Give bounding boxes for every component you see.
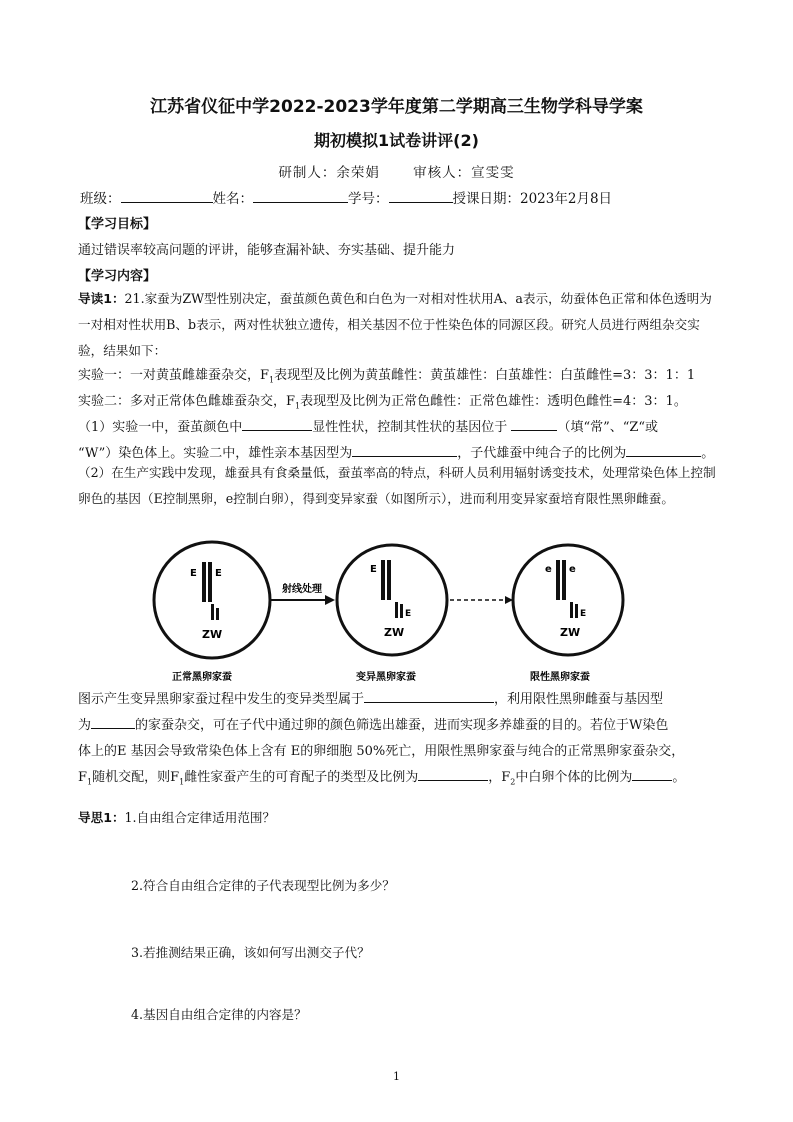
exp1-text-a: 实验一：一对黄茧雌雄蚕杂交，F: [78, 368, 270, 383]
q2-subscript-3: 2: [510, 777, 516, 787]
guide-question-3: 3.若推测结果正确，该如何写出测交子代？: [131, 945, 370, 960]
cell3-gene-right: e: [569, 564, 576, 575]
id-label: 学号：: [348, 191, 389, 207]
name-field[interactable]: [253, 189, 348, 203]
question-2-intro: （2）在生产实践中发现，雄蚕具有食桑量低，蚕茧率高的特点，科研人员利用辐射诱变技术，处理常染色体上控制卵色的基因（E控制黑卵，e控制白卵），得到变异家蚕（如图所示），进而利用变异家蚕培育限性黑卵雌蚕。: [78, 465, 716, 506]
question-2-line4: [78, 766, 685, 787]
q1-text-e: ，子代雄蚕中纯合子的比例为: [457, 446, 627, 461]
cell3-zw: ZW: [560, 626, 581, 639]
q1-blank-1[interactable]: [242, 417, 312, 431]
goal-heading: 【学习目标】: [78, 217, 157, 232]
q2-text-b1: 图示产生变异黑卵家蚕过程中发生的变异类型属于: [78, 692, 365, 707]
arrow-label: 射线处理: [282, 584, 322, 595]
guide-question-4: 4.基因自由组合定律的内容是？: [131, 1007, 307, 1022]
question-2-line2: [78, 714, 668, 733]
page-title: 江苏省仪征中学2022-2023学年度第二学期高三生物学科导学案: [150, 97, 643, 117]
experiment-1: [78, 364, 695, 385]
q1-blank-3[interactable]: [352, 443, 457, 457]
lead-label: 导读1：: [78, 291, 125, 306]
goal-text: 通过错误率较高问题的评讲，能够查漏补缺、夯实基础、提升能力: [78, 243, 456, 258]
q2-blank-2[interactable]: [91, 715, 135, 729]
q1-blank-2[interactable]: [511, 417, 557, 431]
page-subtitle: 期初模拟1试卷讲评(2): [314, 131, 479, 150]
cell1-gene-right: E: [215, 568, 222, 579]
guide-question-1: [78, 807, 275, 826]
q1-text-b: 显性性状，控制其性状的基因位于: [312, 420, 508, 435]
reviewer: 审核人：宣雯雯: [413, 165, 515, 181]
experiment-2: [78, 390, 687, 411]
question-1-line1: [78, 416, 658, 435]
question-2-line3: 体上的E 基因会导致常染色体上含有 E的卵细胞 50%死亡，用限性黑卵家蚕与纯合的正常黑卵家蚕杂交，: [78, 744, 685, 759]
q2-blank-4[interactable]: [632, 767, 672, 781]
q2-subscript-1: 1: [87, 777, 93, 787]
q1-text-d: “W”）染色体上。实验二中，雄性亲本基因型为: [78, 446, 353, 461]
page-number: 1: [393, 1070, 400, 1083]
diagram-svg: [150, 540, 630, 685]
cell3-label: 限性黑卵家蚕: [530, 672, 590, 683]
q1-text-c: （填“常”、“Z“或: [557, 420, 659, 435]
q1-text-f: 。: [701, 446, 715, 461]
guide-question-2: 2.符合自由组合定律的子代表现型比例为多少？: [131, 878, 395, 893]
cell1-gene-left: E: [190, 568, 197, 579]
q2-text-b2: ，利用限性黑卵雌蚕与基因型: [494, 692, 664, 707]
cell2-gene-w: E: [405, 609, 412, 619]
q2-text-e3: 雌性家蚕产生的可育配子的类型及比例为: [184, 770, 419, 785]
q2-text-e5: 中白卵个体的比例为: [515, 770, 633, 785]
student-info-row: [80, 187, 612, 207]
q1-blank-4[interactable]: [626, 443, 701, 457]
question-text: 21.家蚕为ZW型性别决定，蚕茧颜色黄色和白色为一对相对性状用A、a表示，幼蚕体色正常和体色透明为一对相对性状用B、b表示，两对性状独立遗传，相关基因不位于性染色体的同源区段。研究人员进行两组杂交实验，结果如下：: [78, 291, 712, 358]
guide-label: 导思1：: [78, 810, 125, 825]
content-heading: 【学习内容】: [78, 269, 157, 284]
cell1-zw: ZW: [202, 628, 223, 641]
q2-text-e4: ，F: [488, 770, 511, 785]
exp1-text-b: 表现型及比例为黄茧雌性：黄茧雄性：白茧雄性：白茧雌性=3：3：1：1: [274, 368, 696, 383]
cell2-gene: E: [370, 564, 377, 575]
date-label: 授课日期：2023年2月8日: [452, 191, 613, 207]
q2-text-c1: 为: [78, 718, 92, 733]
chromosome-diagram: [150, 540, 630, 685]
question-intro: [78, 286, 718, 364]
class-field[interactable]: [121, 189, 213, 203]
name-label: 姓名：: [212, 191, 253, 207]
cell2-zw: ZW: [384, 626, 405, 639]
q2-text-e6: 。: [672, 770, 686, 785]
authors-line: [0, 161, 793, 181]
q2-subscript-2: 1: [179, 777, 185, 787]
exp1-subscript: 1: [269, 375, 275, 385]
q2-text-e1: F: [78, 770, 88, 785]
guide-q1-text: 1.自由组合定律适用范围？: [124, 810, 276, 825]
class-label: 班级：: [80, 191, 121, 207]
q2-text-e2: 随机交配，则F: [92, 770, 180, 785]
q1-text-a: （1）实验一中，蚕茧颜色中: [78, 420, 243, 435]
author: 研制人：余荣娟: [278, 165, 380, 181]
cell3-gene-w: E: [580, 609, 587, 619]
q2-blank-1[interactable]: [364, 689, 494, 703]
question-2-line1: [78, 688, 663, 707]
cell2-label: 变异黑卵家蚕: [356, 672, 416, 683]
id-field[interactable]: [389, 189, 453, 203]
exp2-subscript: 1: [295, 401, 301, 411]
question-1-line2: [78, 442, 714, 461]
exp2-text-a: 实验二：多对正常体色雌雄蚕杂交，F: [78, 394, 296, 409]
cell3-gene-left: e: [545, 564, 552, 575]
cell1-label: 正常黑卵家蚕: [172, 672, 232, 683]
exp2-text-b: 表现型及比例为正常色雌性：正常色雄性：透明色雌性=4：3：1。: [300, 394, 687, 409]
q2-blank-3[interactable]: [418, 767, 488, 781]
q2-text-c2: 的家蚕杂交，可在子代中通过卵的颜色筛选出雄蚕，进而实现多养雄蚕的目的。若位于W染色: [135, 718, 669, 733]
